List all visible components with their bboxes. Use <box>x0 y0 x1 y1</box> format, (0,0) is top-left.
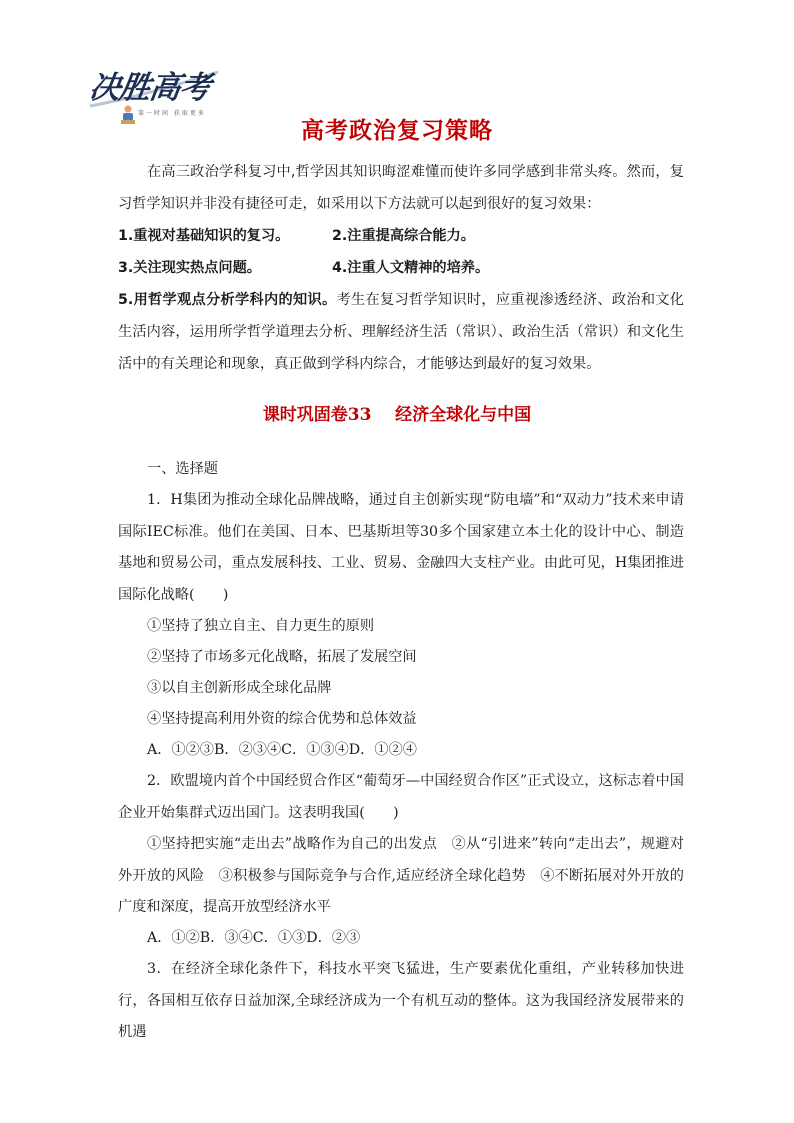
tip-3: 3.关注现实热点问题。 <box>118 260 261 276</box>
q1-option-3: ③以自主创新形成全球化品牌 <box>147 680 332 696</box>
tip-5-paragraph <box>118 284 684 380</box>
question-3-stem: 3．在经济全球化条件下，科技水平突飞猛进，生产要素优化重组，产业转移加快进行，各国相互依存日益加深,全球经济成为一个有机互动的整体。这为我国经济发展带来的机遇 <box>118 961 684 1040</box>
lesson-title <box>0 400 794 425</box>
q1-choices: A．①②③B．②③④C．①③④D．①②④ <box>147 742 417 758</box>
tip-1: 1.重视对基础知识的复习。 <box>118 228 290 244</box>
lesson-topic: 经济全球化与中国 <box>395 405 532 425</box>
q2-choices: A．①②B．③④C．①③D．②③ <box>147 930 361 946</box>
q2-options: ①坚持把实施“走出去”战略作为自己的出发点 ②从“引进来”转向“走出去”，规避对外开放的风险 ③积极参与国际竞争与合作,适应经济全球化趋势 ④不断拓展对外开放的广度和深度，提高开放型经济水平 <box>118 836 684 915</box>
q1-option-1: ①坚持了独立自主、自力更生的原则 <box>147 618 375 634</box>
logo-text: 决胜高考 <box>86 70 213 106</box>
q1-option-4: ④坚持提高利用外资的综合优势和总体效益 <box>147 711 417 727</box>
section-heading: 一、选择题 <box>147 461 218 477</box>
tip-4: 4.注重人文精神的培养。 <box>332 260 490 276</box>
question-1-stem: 1．H集团为推动全球化品牌战略，通过自主创新实现“防电墙”和“双动力”技术来申请国际IEC标准。他们在美国、日本、巴基斯坦等30多个国家建立本土化的设计中心、制造基地和贸易公司，重点发展科技、工业、贸易、金融四大支柱产业。由此可见，H集团推进国际化战略( ) <box>118 492 684 603</box>
q1-option-2: ②坚持了市场多元化战略，拓展了发展空间 <box>147 649 417 665</box>
page-title: 高考政治复习策略 <box>301 118 493 144</box>
tip-2: 2.注重提高综合能力。 <box>332 228 475 244</box>
logo-slogan: 第一时间 获取更多 <box>138 110 206 117</box>
intro-paragraph: 在高三政治学科复习中,哲学因其知识晦涩难懂而使许多同学感到非常头疼。然而，复习哲学知识并非没有捷径可走，如采用以下方法就可以起到很好的复习效果： <box>118 164 684 212</box>
lesson-number: 课时巩固卷33 <box>262 405 372 425</box>
tips-row-1 <box>118 220 684 252</box>
question-2-stem: 2．欧盟境内首个中国经贸合作区“葡萄牙—中国经贸合作区”正式设立，这标志着中国企业开始集群式迈出国门。这表明我国( ) <box>118 773 684 821</box>
tip-5-text: 考生在复习哲学知识时，应重视渗透经济、政治和文化生活内容，运用所学哲学道理去分析、理解经济生活（常识）、政治生活（常识）和文化生活中的有关理论和现象，真正做到学科内综合，才能够达到最好的复习效果。 <box>118 292 684 372</box>
tips-row-2 <box>118 252 684 284</box>
tip-5-heading: 5.用哲学观点分析学科内的知识。 <box>118 292 337 308</box>
